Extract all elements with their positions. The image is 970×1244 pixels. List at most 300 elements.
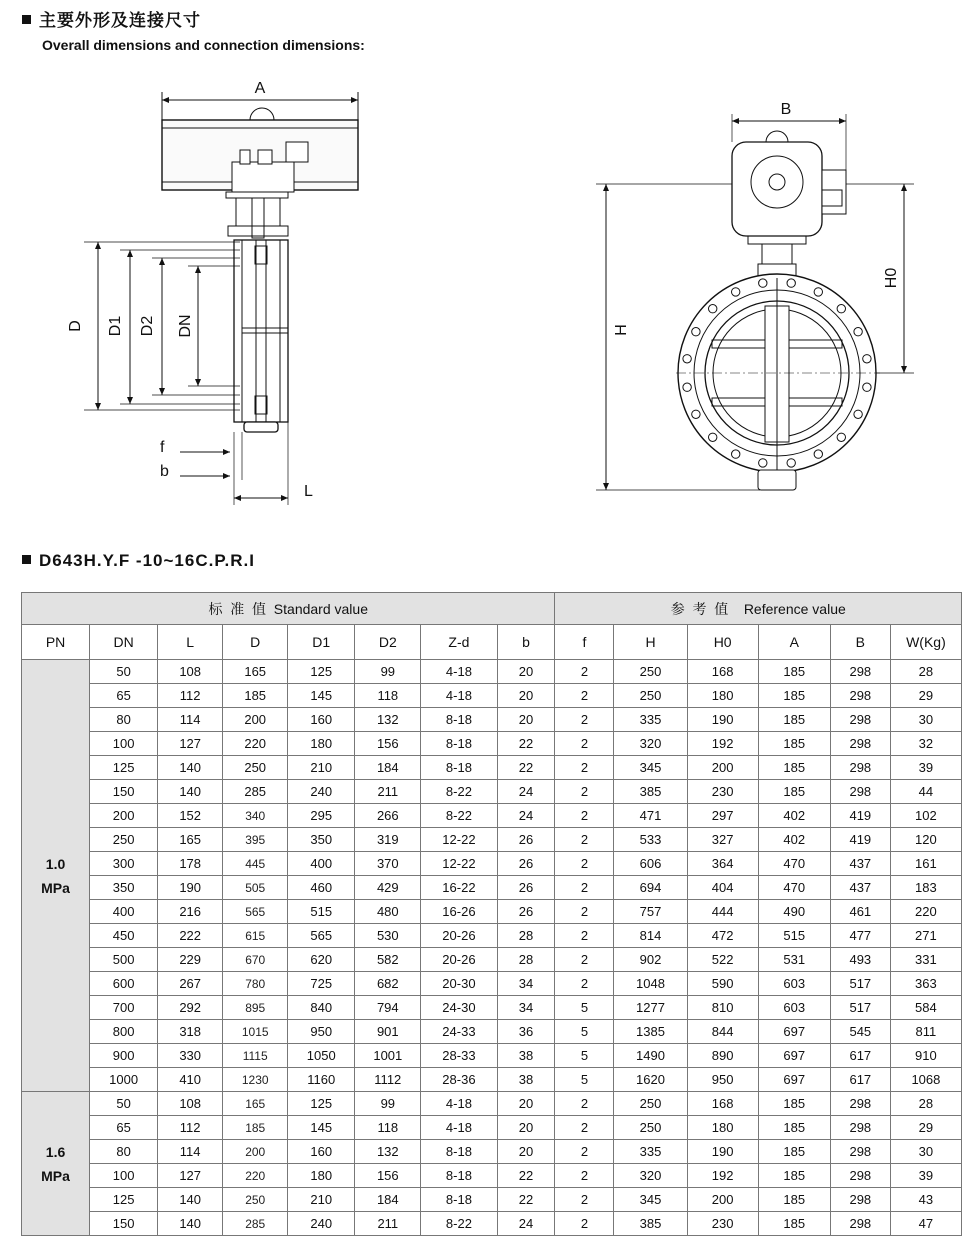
- table-cell: 950: [288, 1020, 355, 1044]
- table-cell: 20-30: [421, 972, 497, 996]
- table-cell: 565: [223, 900, 288, 924]
- table-cell: 20-26: [421, 924, 497, 948]
- table-cell: 2: [555, 756, 614, 780]
- table-cell: 190: [158, 876, 223, 900]
- table-cell: 1490: [614, 1044, 687, 1068]
- table-cell: 757: [614, 900, 687, 924]
- table-cell: 330: [158, 1044, 223, 1068]
- table-cell: 12-22: [421, 828, 497, 852]
- table-cell: 1385: [614, 1020, 687, 1044]
- table-cell: 364: [687, 852, 758, 876]
- table-cell: 180: [687, 1116, 758, 1140]
- bolt-hole: [837, 305, 845, 313]
- table-cell: 26: [497, 828, 555, 852]
- table-cell: 402: [758, 804, 830, 828]
- table-cell: 298: [830, 684, 890, 708]
- label-DN: DN: [177, 314, 194, 338]
- table-cell: 4-18: [421, 1092, 497, 1116]
- table-cell: 2: [555, 972, 614, 996]
- table-cell: 183: [890, 876, 961, 900]
- table-cell: 132: [355, 1140, 421, 1164]
- table-cell: 250: [614, 1116, 687, 1140]
- table-cell: 419: [830, 804, 890, 828]
- table-cell: 24: [497, 804, 555, 828]
- table-cell: 267: [158, 972, 223, 996]
- table-cell: 603: [758, 972, 830, 996]
- table-cell: 461: [830, 900, 890, 924]
- table-cell: 295: [288, 804, 355, 828]
- table-cell: 1001: [355, 1044, 421, 1068]
- column-header: H: [614, 625, 687, 660]
- table-cell: 2: [555, 804, 614, 828]
- label-H0: H0: [883, 267, 900, 289]
- table-cell: 340: [223, 804, 288, 828]
- table-cell: 145: [288, 1116, 355, 1140]
- table-cell: 700: [90, 996, 158, 1020]
- table-cell: 20: [497, 1092, 555, 1116]
- table-cell: 5: [555, 1020, 614, 1044]
- table-cell: 2: [555, 948, 614, 972]
- table-cell: 297: [687, 804, 758, 828]
- table-cell: 327: [687, 828, 758, 852]
- table-cell: 810: [687, 996, 758, 1020]
- column-header: Z-d: [421, 625, 497, 660]
- table-cell: 216: [158, 900, 223, 924]
- section2-title: D643H.Y.F -10~16C.P.R.I: [22, 551, 255, 571]
- table-cell: 515: [288, 900, 355, 924]
- table-cell: 298: [830, 1212, 890, 1236]
- table-cell: 24: [497, 780, 555, 804]
- table-row: [22, 780, 962, 804]
- table-cell: 298: [830, 708, 890, 732]
- table-cell: 184: [355, 756, 421, 780]
- table-cell: 161: [890, 852, 961, 876]
- table-cell: 20: [497, 660, 555, 684]
- table-cell: 250: [90, 828, 158, 852]
- bolt-hole: [692, 410, 700, 418]
- table-cell: 345: [614, 1188, 687, 1212]
- table-cell: 950: [687, 1068, 758, 1092]
- table-row: [22, 1020, 962, 1044]
- table-cell: 8-22: [421, 1212, 497, 1236]
- label-A: A: [254, 80, 266, 97]
- table-cell: 517: [830, 996, 890, 1020]
- table-cell: 20: [497, 684, 555, 708]
- table-cell: 44: [890, 780, 961, 804]
- table-cell: 118: [355, 1116, 421, 1140]
- table-cell: 1160: [288, 1068, 355, 1092]
- table-cell: 395: [223, 828, 288, 852]
- table-cell: 22: [497, 1188, 555, 1212]
- table-cell: 178: [158, 852, 223, 876]
- table-cell: 582: [355, 948, 421, 972]
- table-cell: 211: [355, 780, 421, 804]
- table-cell: 28: [497, 948, 555, 972]
- table-cell: 1068: [890, 1068, 961, 1092]
- table-cell: 39: [890, 1164, 961, 1188]
- table-row: [22, 708, 962, 732]
- table-cell: 168: [687, 1092, 758, 1116]
- table-cell: 697: [758, 1068, 830, 1092]
- table-cell: 500: [90, 948, 158, 972]
- table-cell: 2: [555, 732, 614, 756]
- table-cell: 125: [288, 660, 355, 684]
- table-cell: 402: [758, 828, 830, 852]
- column-header: D2: [355, 625, 421, 660]
- bolt-hole: [709, 305, 717, 313]
- label-L: L: [304, 483, 313, 500]
- table-cell: 429: [355, 876, 421, 900]
- table-cell: 600: [90, 972, 158, 996]
- table-cell: 156: [355, 1164, 421, 1188]
- table-cell: 2: [555, 924, 614, 948]
- table-cell: 2: [555, 684, 614, 708]
- table-cell: 794: [355, 996, 421, 1020]
- table-row: [22, 1164, 962, 1188]
- table-cell: 670: [223, 948, 288, 972]
- bolt-hole: [863, 383, 871, 391]
- table-cell: 1230: [223, 1068, 288, 1092]
- table-cell: 533: [614, 828, 687, 852]
- table-cell: 28-36: [421, 1068, 497, 1092]
- table-cell: 404: [687, 876, 758, 900]
- table-cell: 2: [555, 828, 614, 852]
- label-H: H: [613, 324, 630, 336]
- table-cell: 108: [158, 660, 223, 684]
- table-cell: 50: [90, 1092, 158, 1116]
- table-cell: 460: [288, 876, 355, 900]
- table-cell: 22: [497, 1164, 555, 1188]
- column-header: B: [830, 625, 890, 660]
- table-cell: 180: [288, 1164, 355, 1188]
- label-D2: D2: [139, 315, 156, 337]
- bolt-hole: [732, 450, 740, 458]
- table-cell: 140: [158, 1188, 223, 1212]
- table-cell: 298: [830, 1092, 890, 1116]
- table-cell: 800: [90, 1020, 158, 1044]
- table-cell: 1000: [90, 1068, 158, 1092]
- bullet-square-icon: [22, 15, 31, 24]
- table-row: [22, 756, 962, 780]
- column-header: H0: [687, 625, 758, 660]
- table-row: [22, 972, 962, 996]
- table-cell: 112: [158, 684, 223, 708]
- table-row: [22, 852, 962, 876]
- table-cell: 437: [830, 852, 890, 876]
- table-cell: 26: [497, 852, 555, 876]
- table-cell: 890: [687, 1044, 758, 1068]
- table-cell: 2: [555, 1164, 614, 1188]
- table-cell: 185: [223, 1116, 288, 1140]
- table-cell: 370: [355, 852, 421, 876]
- label-b: b: [160, 463, 169, 480]
- table-cell: 545: [830, 1020, 890, 1044]
- table-cell: 1015: [223, 1020, 288, 1044]
- table-cell: 419: [830, 828, 890, 852]
- table-row: [22, 996, 962, 1020]
- table-cell: 16-26: [421, 900, 497, 924]
- table-cell: 844: [687, 1020, 758, 1044]
- table-cell: 38: [497, 1044, 555, 1068]
- table-cell: 505: [223, 876, 288, 900]
- table-cell: 220: [890, 900, 961, 924]
- table-cell: 185: [758, 732, 830, 756]
- table-cell: 266: [355, 804, 421, 828]
- column-header: b: [497, 625, 555, 660]
- table-cell: 8-18: [421, 732, 497, 756]
- table-cell: 385: [614, 780, 687, 804]
- table-cell: 5: [555, 1068, 614, 1092]
- table-cell: 437: [830, 876, 890, 900]
- table-cell: 780: [223, 972, 288, 996]
- table-cell: 190: [687, 1140, 758, 1164]
- table-cell: 318: [158, 1020, 223, 1044]
- table-cell: 185: [758, 780, 830, 804]
- table-cell: 26: [497, 900, 555, 924]
- table-cell: 445: [223, 852, 288, 876]
- table-cell: 20: [497, 708, 555, 732]
- table-cell: 168: [687, 660, 758, 684]
- table-cell: 298: [830, 1116, 890, 1140]
- table-cell: 4-18: [421, 684, 497, 708]
- table-cell: 28: [890, 1092, 961, 1116]
- table-cell: 156: [355, 732, 421, 756]
- table-cell: 1048: [614, 972, 687, 996]
- table-row: [22, 1140, 962, 1164]
- table-cell: 901: [355, 1020, 421, 1044]
- table-cell: 250: [223, 1188, 288, 1212]
- table-cell: 112: [158, 1116, 223, 1140]
- table-cell: 118: [355, 684, 421, 708]
- table-cell: 16-22: [421, 876, 497, 900]
- table-cell: 47: [890, 1212, 961, 1236]
- table-row: [22, 804, 962, 828]
- table-cell: 30: [890, 1140, 961, 1164]
- table-cell: 150: [90, 780, 158, 804]
- table-cell: 331: [890, 948, 961, 972]
- table-cell: 319: [355, 828, 421, 852]
- table-body: [22, 660, 962, 1236]
- table-column-header: [22, 625, 962, 660]
- bolt-hole: [759, 459, 767, 467]
- table-cell: 120: [890, 828, 961, 852]
- table-cell: 400: [288, 852, 355, 876]
- table-cell: 65: [90, 1116, 158, 1140]
- bolt-hole: [787, 279, 795, 287]
- table-cell: 444: [687, 900, 758, 924]
- table-cell: 29: [890, 1116, 961, 1140]
- table-cell: 200: [223, 1140, 288, 1164]
- table-cell: 165: [223, 660, 288, 684]
- table-cell: 8-18: [421, 1188, 497, 1212]
- table-cell: 127: [158, 1164, 223, 1188]
- table-cell: 515: [758, 924, 830, 948]
- table-row: [22, 924, 962, 948]
- table-cell: 620: [288, 948, 355, 972]
- table-row: [22, 948, 962, 972]
- table-cell: 114: [158, 1140, 223, 1164]
- table-cell: 814: [614, 924, 687, 948]
- bolt-hole: [814, 288, 822, 296]
- table-cell: 20-26: [421, 948, 497, 972]
- bolt-hole: [863, 355, 871, 363]
- table-cell: 160: [288, 1140, 355, 1164]
- table-cell: 298: [830, 1164, 890, 1188]
- table-row: [22, 1116, 962, 1140]
- table-cell: 22: [497, 732, 555, 756]
- bolt-hole: [854, 410, 862, 418]
- column-header: A: [758, 625, 830, 660]
- table-cell: 5: [555, 1044, 614, 1068]
- column-header: D1: [288, 625, 355, 660]
- table-cell: 250: [614, 1092, 687, 1116]
- table-cell: 603: [758, 996, 830, 1020]
- table-cell: 2: [555, 876, 614, 900]
- table-cell: 185: [758, 708, 830, 732]
- bolt-hole: [683, 355, 691, 363]
- label-B: B: [780, 101, 792, 118]
- table-cell: 24: [497, 1212, 555, 1236]
- table-cell: 114: [158, 708, 223, 732]
- table-cell: 230: [687, 780, 758, 804]
- table-cell: 140: [158, 1212, 223, 1236]
- table-cell: 210: [288, 756, 355, 780]
- table-cell: 2: [555, 780, 614, 804]
- front-view: [596, 114, 914, 490]
- group-reference-value: 参 考 值 Reference value: [555, 593, 962, 625]
- table-cell: 480: [355, 900, 421, 924]
- label-f: f: [160, 439, 165, 456]
- table-cell: 477: [830, 924, 890, 948]
- table-cell: 185: [758, 1092, 830, 1116]
- table-cell: 5: [555, 996, 614, 1020]
- table-cell: 39: [890, 756, 961, 780]
- column-header: DN: [90, 625, 158, 660]
- table-cell: 292: [158, 996, 223, 1020]
- table-cell: 22: [497, 756, 555, 780]
- bolt-hole: [683, 383, 691, 391]
- table-cell: 99: [355, 660, 421, 684]
- table-cell: 697: [758, 1044, 830, 1068]
- table-cell: 38: [497, 1068, 555, 1092]
- table-row: [22, 876, 962, 900]
- table-cell: 220: [223, 1164, 288, 1188]
- table-cell: 185: [758, 1188, 830, 1212]
- table-cell: 298: [830, 1188, 890, 1212]
- table-cell: 2: [555, 1092, 614, 1116]
- table-cell: 36: [497, 1020, 555, 1044]
- table-cell: 229: [158, 948, 223, 972]
- table-cell: 350: [288, 828, 355, 852]
- table-cell: 2: [555, 708, 614, 732]
- dimension-table: [21, 592, 962, 1236]
- label-D: D: [67, 320, 84, 332]
- table-cell: 1050: [288, 1044, 355, 1068]
- table-row: [22, 660, 962, 684]
- table-cell: 2: [555, 660, 614, 684]
- table-cell: 140: [158, 756, 223, 780]
- bolt-hole: [787, 459, 795, 467]
- side-view: [84, 92, 358, 505]
- table-cell: 185: [758, 1140, 830, 1164]
- table-cell: 450: [90, 924, 158, 948]
- table-row: [22, 1212, 962, 1236]
- table-cell: 125: [90, 756, 158, 780]
- table-cell: 125: [288, 1092, 355, 1116]
- table-cell: 470: [758, 852, 830, 876]
- table-cell: 410: [158, 1068, 223, 1092]
- table-cell: 617: [830, 1044, 890, 1068]
- table-cell: 127: [158, 732, 223, 756]
- table-cell: 8-18: [421, 708, 497, 732]
- table-cell: 34: [497, 996, 555, 1020]
- table-cell: 132: [355, 708, 421, 732]
- table-cell: 43: [890, 1188, 961, 1212]
- table-cell: 28: [497, 924, 555, 948]
- table-cell: 240: [288, 1212, 355, 1236]
- table-cell: 192: [687, 1164, 758, 1188]
- table-cell: 200: [90, 804, 158, 828]
- pn-cell: 1.0 MPa: [22, 660, 90, 1092]
- table-cell: 125: [90, 1188, 158, 1212]
- table-cell: 725: [288, 972, 355, 996]
- table-cell: 271: [890, 924, 961, 948]
- table-cell: 20: [497, 1116, 555, 1140]
- table-cell: 320: [614, 1164, 687, 1188]
- column-header: f: [555, 625, 614, 660]
- table-cell: 298: [830, 756, 890, 780]
- bolt-hole: [732, 288, 740, 296]
- table-cell: 8-18: [421, 756, 497, 780]
- table-cell: 250: [223, 756, 288, 780]
- table-cell: 145: [288, 684, 355, 708]
- table-cell: 493: [830, 948, 890, 972]
- table-cell: 65: [90, 684, 158, 708]
- table-cell: 28-33: [421, 1044, 497, 1068]
- table-cell: 490: [758, 900, 830, 924]
- table-cell: 470: [758, 876, 830, 900]
- table-cell: 1277: [614, 996, 687, 1020]
- table-cell: 298: [830, 660, 890, 684]
- table-cell: 902: [614, 948, 687, 972]
- table-cell: 34: [497, 972, 555, 996]
- table-cell: 99: [355, 1092, 421, 1116]
- bullet-square-icon: [22, 555, 31, 564]
- table-cell: 910: [890, 1044, 961, 1068]
- table-cell: 2: [555, 1212, 614, 1236]
- table-cell: 363: [890, 972, 961, 996]
- table-cell: 320: [614, 732, 687, 756]
- table-cell: 30: [890, 708, 961, 732]
- table-cell: 184: [355, 1188, 421, 1212]
- table-cell: 1115: [223, 1044, 288, 1068]
- table-cell: 185: [758, 1212, 830, 1236]
- table-cell: 80: [90, 1140, 158, 1164]
- section1-subtitle: Overall dimensions and connection dimensions:: [42, 37, 365, 53]
- table-row: [22, 900, 962, 924]
- table-cell: 8-22: [421, 804, 497, 828]
- pn-cell: 1.6 MPa: [22, 1092, 90, 1236]
- table-cell: 50: [90, 660, 158, 684]
- table-cell: 2: [555, 1116, 614, 1140]
- table-cell: 108: [158, 1092, 223, 1116]
- table-cell: 222: [158, 924, 223, 948]
- table-cell: 160: [288, 708, 355, 732]
- table-cell: 2: [555, 1188, 614, 1212]
- column-header: L: [158, 625, 223, 660]
- table-cell: 185: [758, 756, 830, 780]
- valve-dimension-drawing: [0, 70, 970, 530]
